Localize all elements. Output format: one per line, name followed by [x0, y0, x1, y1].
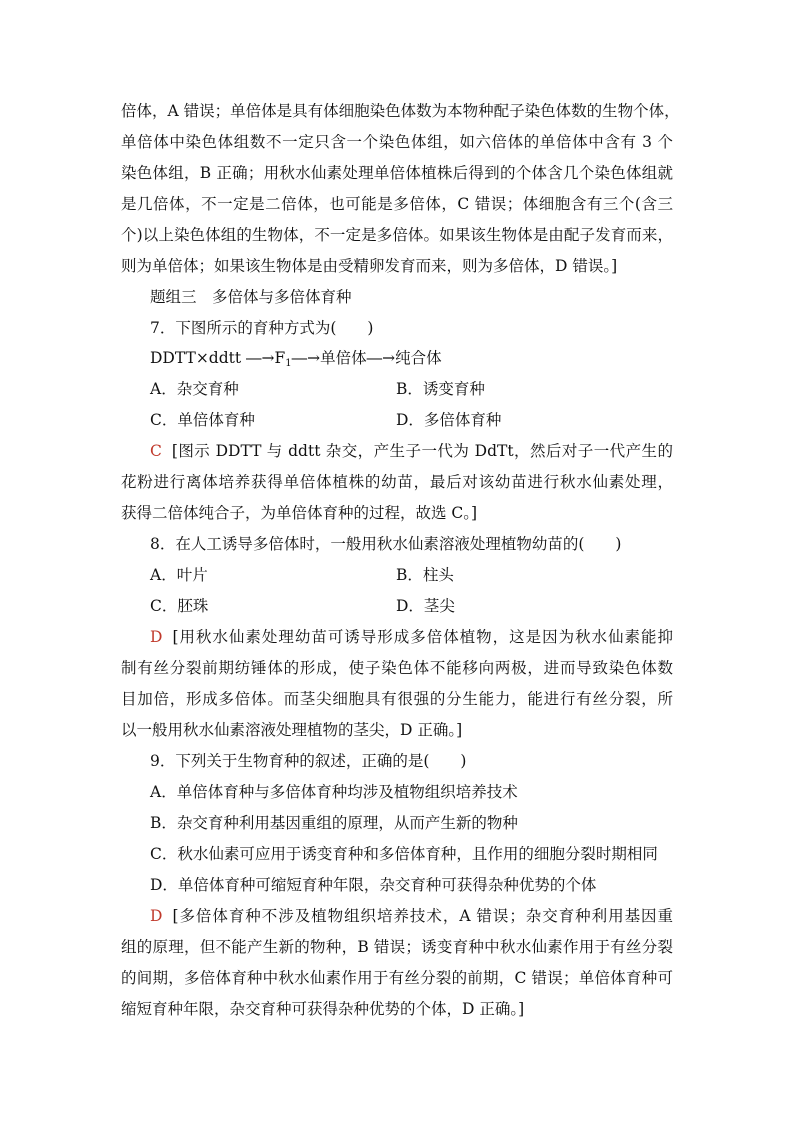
question-9-answer — [150, 906, 673, 926]
formula-part: ―→单倍体―→纯合体 — [291, 349, 442, 367]
option-c: C．秋水仙素可应用于诱变育种和多倍体育种，且作用的细胞分裂时期相同 — [150, 845, 658, 863]
formula-part: DDTT×ddtt ―→F — [150, 349, 286, 367]
option-a: A．杂交育种 — [150, 380, 239, 398]
answer-letter: C — [150, 442, 162, 460]
explanation-line: 获得二倍体纯合子，为单倍体育种的过程，故选 C。] — [121, 504, 478, 522]
text-line: 个)以上染色体组的生物体，不一定是多倍体。如果该生物体是由配子发育而来， — [121, 226, 673, 244]
explanation-line: [用秋水仙素处理幼苗可诱导形成多倍体植物，这是因为秋水仙素能抑 — [172, 628, 673, 646]
explanation-line: [多倍体育种不涉及植物组织培养技术，A 错误；杂交育种利用基因重 — [172, 907, 673, 925]
option-d: D．单倍体育种可缩短育种年限，杂交育种可获得杂种优势的个体 — [150, 876, 597, 894]
option-d: D．茎尖 — [396, 597, 455, 615]
explanation-line: 以一般用秋水仙素溶液处理植物的茎尖，D 正确。] — [121, 721, 463, 739]
explanation-line: 缩短育种年限，杂交育种可获得杂种优势的个体，D 正确。] — [121, 1000, 525, 1018]
section-heading: 题组三 多倍体与多倍体育种 — [150, 288, 352, 306]
explanation-line: [图示 DDTT 与 ddtt 杂交，产生子一代为 DdTt，然后对子一代产生的 — [171, 442, 673, 460]
question-7-stem: 7．下图所示的育种方式为( ) — [150, 319, 374, 337]
answer-letter: D — [150, 907, 163, 925]
question-7-formula — [150, 348, 442, 374]
option-b: B．诱变育种 — [396, 380, 485, 398]
formula-subscript: 1 — [285, 358, 292, 369]
option-c: C．胚珠 — [150, 597, 209, 615]
option-b: B．杂交育种利用基因重组的原理，从而产生新的物种 — [150, 814, 518, 832]
text-line: 则为单倍体；如果该生物体是由受精卵发育而来，则为多倍体，D 错误。] — [121, 257, 618, 275]
option-a: A．叶片 — [150, 566, 208, 584]
question-7-answer — [150, 441, 673, 461]
explanation-line: 花粉进行离体培养获得单倍体植株的幼苗，最后对该幼苗进行秋水仙素处理， — [121, 473, 673, 491]
question-9-stem: 9．下列关于生物育种的叙述，正确的是( ) — [150, 752, 467, 770]
option-a: A．单倍体育种与多倍体育种均涉及植物组织培养技术 — [150, 783, 518, 801]
explanation-line: 目加倍，形成多倍体。而茎尖细胞具有很强的分生能力，能进行有丝分裂，所 — [121, 690, 673, 708]
text-line: 单倍体中染色体组数不一定只含一个染色体组，如六倍体的单倍体中含有 3 个 — [121, 133, 673, 151]
option-d: D．多倍体育种 — [396, 411, 502, 429]
option-b: B．柱头 — [396, 566, 454, 584]
explanation-line: 的间期，多倍体育种中秋水仙素作用于有丝分裂的前期，C 错误；单倍体育种可 — [121, 969, 673, 987]
answer-letter: D — [150, 628, 163, 646]
option-c: C．单倍体育种 — [150, 411, 255, 429]
text-line: 染色体组，B 正确；用秋水仙素处理单倍体植株后得到的个体含几个染色体组就 — [121, 164, 673, 182]
explanation-line: 组的原理，但不能产生新的物种，B 错误；诱变育种中秋水仙素作用于有丝分裂 — [121, 938, 673, 956]
text-line: 倍体，A 错误；单倍体是具有体细胞染色体数为本物种配子染色体数的生物个体， — [121, 102, 680, 120]
question-8-stem: 8．在人工诱导多倍体时，一般用秋水仙素溶液处理植物幼苗的( ) — [150, 535, 622, 553]
question-8-answer — [150, 627, 673, 647]
explanation-line: 制有丝分裂前期纺锤体的形成，使子染色体不能移向两极，进而导致染色体数 — [121, 659, 673, 677]
text-line: 是几倍体，不一定是二倍体，也可能是多倍体，C 错误；体细胞含有三个(含三 — [121, 195, 673, 213]
